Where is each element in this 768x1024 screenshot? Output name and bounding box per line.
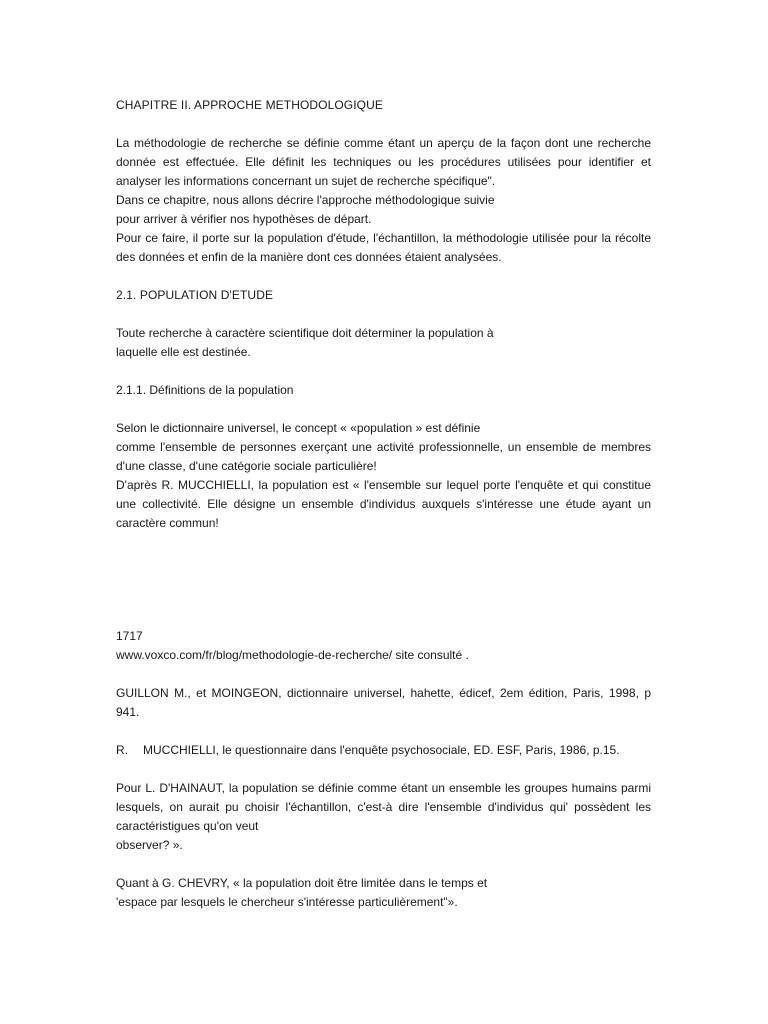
definition-line-3: D'après R. MUCCHIELLI, la population est « l'ensemble sur lequel porte l'enquête et qui constitue une collectivité. Elle désigne un ensemble d'individus auxquels s'intéresse une étude ayant un caractère commun! (116, 478, 651, 530)
document-body (116, 96, 651, 912)
chapter-title: CHAPITRE II. APPROCHE METHODOLOGIQUE (116, 98, 383, 112)
reference-mucchielli (116, 741, 651, 760)
section-line-1: Toute recherche à caractère scientifique doit déterminer la population à (116, 326, 494, 340)
definition-line-2: comme l'ensemble de personnes exerçant une activité professionnelle, un ensemble de membres d'une classe, d'une catégorie sociale particulière! (116, 440, 651, 473)
section-title: 2.1. POPULATION D'ETUDE (116, 288, 274, 302)
footnote-number: 1717 (116, 629, 143, 643)
definition-line-1: Selon le dictionnaire universel, le concept « «population » est définie (116, 421, 481, 435)
chevry-line-1: Quant à G. CHEVRY, « la population doit être limitée dans le temps et (116, 876, 488, 890)
hainaut-paragraph: Pour L. D'HAINAUT, la population se définie comme étant un ensemble les groupes humains parmi lesquels, on aurait pu choisir l'échantillon, c'est-à dire l'ensemble d'individus qui' possèdent les caractéristigues qu'on veut (116, 781, 651, 833)
subsection-title: 2.1.1. Définitions de la population (116, 383, 294, 397)
intro-line-3: pour arriver à vérifier nos hypothèses de départ. (116, 212, 372, 226)
intro-line-2: Dans ce chapitre, nous allons décrire l'approche méthodologique suivie (116, 193, 495, 207)
intro-paragraph: La méthodologie de recherche se définie comme étant un aperçu de la façon dont une recherche donnée est effectuée. Elle définit les techniques ou les procédures utilisées pour identifier et analyser les informations concernant un sujet de recherche spécifique". (116, 136, 651, 188)
footnote-url: www.voxco.com/fr/blog/methodologie-de-recherche/ site consulté . (116, 648, 469, 662)
chevry-line-2: 'espace par lesquels le chercheur s'intéresse particulièrement"». (116, 895, 458, 909)
section-line-2: laquelle elle est destinée. (116, 345, 251, 359)
reference-mucchielli-text: MUCCHIELLI, le questionnaire dans l'enquête psychosociale, ED. ESF, Paris, 1986, p.15. (143, 743, 620, 757)
intro-line-4: Pour ce faire, il porte sur la population d'étude, l'échantillon, la méthodologie utilisée pour la récolte des données et enfin de la manière dont ces données étaient analysées. (116, 231, 651, 264)
reference-guillon: GUILLON M., et MOINGEON, dictionnaire universel, hahette, édicef, 2em édition, Paris, 1998, p 941. (116, 686, 651, 719)
reference-mucchielli-prefix: R. (116, 743, 128, 757)
hainaut-line-2: observer? ». (116, 838, 183, 852)
